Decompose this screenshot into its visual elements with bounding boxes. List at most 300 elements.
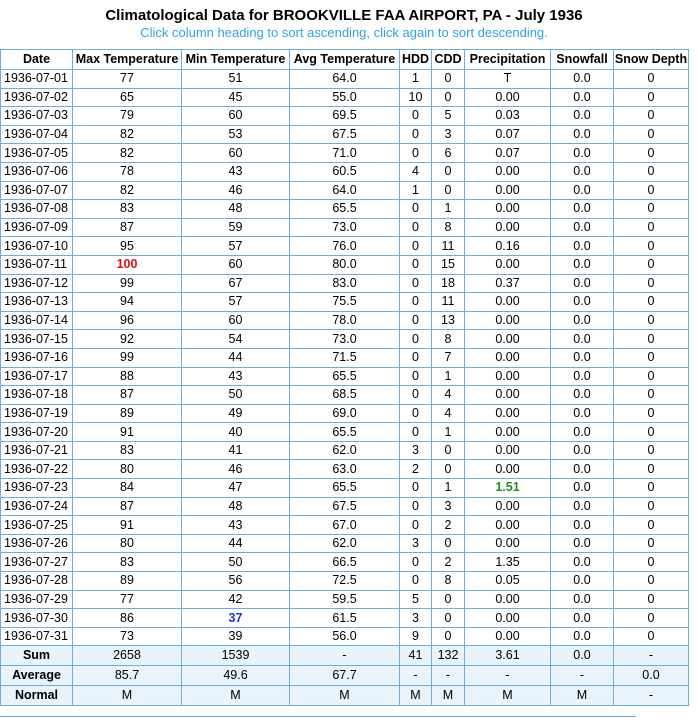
date-cell: 1936-07-01 xyxy=(1,70,73,89)
min-temp-cell: 48 xyxy=(182,497,290,516)
cdd-cell: 0 xyxy=(432,162,465,181)
min-temp-cell: 47 xyxy=(182,479,290,498)
avg-temp-cell: 69.0 xyxy=(290,404,400,423)
snow-depth-cell: 0 xyxy=(614,330,689,349)
precipitation-cell: 0.00 xyxy=(465,311,551,330)
hdd-cell: 4 xyxy=(400,162,432,181)
table-row xyxy=(1,107,689,126)
max-temp-cell: 88 xyxy=(73,367,182,386)
avg-temp-cell: 78.0 xyxy=(290,311,400,330)
avg-temp-cell: M xyxy=(290,686,400,706)
avg-temp-cell: - xyxy=(290,646,400,666)
date-cell: 1936-07-25 xyxy=(1,516,73,535)
table-row xyxy=(1,237,689,256)
cdd-cell: 0 xyxy=(432,627,465,646)
min-temp-cell: 49.6 xyxy=(182,666,290,686)
max-temp-cell: 82 xyxy=(73,144,182,163)
date-cell: 1936-07-07 xyxy=(1,181,73,200)
cdd-cell: 0 xyxy=(432,590,465,609)
column-header-precipitation[interactable]: Precipitation xyxy=(465,50,551,70)
hdd-cell: 41 xyxy=(400,646,432,666)
table-row xyxy=(1,479,689,498)
table-row xyxy=(1,367,689,386)
hdd-cell: 0 xyxy=(400,553,432,572)
avg-temp-cell: 65.5 xyxy=(290,367,400,386)
precipitation-cell: 0.16 xyxy=(465,237,551,256)
table-row xyxy=(1,534,689,553)
table-row xyxy=(1,311,689,330)
snowfall-cell: 0.0 xyxy=(551,404,614,423)
precipitation-cell: 0.00 xyxy=(465,441,551,460)
max-temp-cell: 80 xyxy=(73,534,182,553)
max-temp-cell: 91 xyxy=(73,423,182,442)
hdd-cell: 5 xyxy=(400,590,432,609)
column-header-hdd[interactable]: HDD xyxy=(400,50,432,70)
date-cell: 1936-07-23 xyxy=(1,479,73,498)
avg-temp-cell: 65.5 xyxy=(290,479,400,498)
min-temp-cell: 56 xyxy=(182,572,290,591)
column-header-snow-depth[interactable]: Snow Depth xyxy=(614,50,689,70)
max-temp-cell: 77 xyxy=(73,70,182,89)
snow-depth-cell: 0 xyxy=(614,386,689,405)
max-temp-cell: 82 xyxy=(73,181,182,200)
precipitation-cell: - xyxy=(465,666,551,686)
max-temp-cell: 80 xyxy=(73,460,182,479)
date-cell: 1936-07-26 xyxy=(1,534,73,553)
hdd-cell: 3 xyxy=(400,609,432,628)
date-cell: 1936-07-13 xyxy=(1,293,73,312)
table-row xyxy=(1,627,689,646)
table-row xyxy=(1,609,689,628)
table-row xyxy=(1,348,689,367)
precipitation-cell: 0.00 xyxy=(465,88,551,107)
avg-temp-cell: 59.5 xyxy=(290,590,400,609)
snowfall-cell: 0.0 xyxy=(551,311,614,330)
hdd-cell: 0 xyxy=(400,237,432,256)
precipitation-cell: T xyxy=(465,70,551,89)
cdd-cell: 6 xyxy=(432,144,465,163)
snow-depth-cell: 0 xyxy=(614,367,689,386)
max-temp-cell: 91 xyxy=(73,516,182,535)
max-temp-cell: 99 xyxy=(73,274,182,293)
max-temp-cell: 78 xyxy=(73,162,182,181)
cdd-cell: 0 xyxy=(432,609,465,628)
min-temp-cell: 43 xyxy=(182,367,290,386)
min-temp-cell: 57 xyxy=(182,237,290,256)
avg-temp-cell: 56.0 xyxy=(290,627,400,646)
snow-depth-cell: 0 xyxy=(614,311,689,330)
snowfall-cell: 0.0 xyxy=(551,237,614,256)
avg-temp-cell: 73.0 xyxy=(290,218,400,237)
max-temp-cell: 83 xyxy=(73,200,182,219)
snow-depth-cell: 0 xyxy=(614,293,689,312)
table-row xyxy=(1,460,689,479)
min-temp-cell: 60 xyxy=(182,144,290,163)
hdd-cell: 1 xyxy=(400,70,432,89)
hdd-cell: 9 xyxy=(400,627,432,646)
precipitation-cell: 1.51 xyxy=(465,479,551,498)
precipitation-cell: 0.00 xyxy=(465,293,551,312)
snow-depth-cell: 0 xyxy=(614,255,689,274)
snow-depth-cell: 0 xyxy=(614,181,689,200)
table-row xyxy=(1,88,689,107)
snow-depth-cell: 0 xyxy=(614,88,689,107)
snowfall-cell: 0.0 xyxy=(551,572,614,591)
cdd-cell: 1 xyxy=(432,200,465,219)
snowfall-cell: 0.0 xyxy=(551,609,614,628)
avg-temp-cell: 62.0 xyxy=(290,441,400,460)
snowfall-cell: 0.0 xyxy=(551,162,614,181)
cdd-cell: 0 xyxy=(432,181,465,200)
avg-temp-cell: 60.5 xyxy=(290,162,400,181)
sort-instructions: Click column heading to sort ascending, click again to sort descending. xyxy=(140,25,548,40)
date-cell: 1936-07-17 xyxy=(1,367,73,386)
avg-temp-cell: 67.5 xyxy=(290,497,400,516)
snow-depth-cell: 0 xyxy=(614,348,689,367)
cdd-cell: 2 xyxy=(432,553,465,572)
min-temp-cell: 50 xyxy=(182,386,290,405)
average-row xyxy=(1,666,689,686)
precipitation-cell: 0.00 xyxy=(465,367,551,386)
precipitation-cell: 0.00 xyxy=(465,590,551,609)
max-temp-cell: 79 xyxy=(73,107,182,126)
precipitation-cell: 0.07 xyxy=(465,125,551,144)
hdd-cell: 10 xyxy=(400,88,432,107)
snow-depth-cell: 0 xyxy=(614,590,689,609)
max-temp-cell: 89 xyxy=(73,572,182,591)
precipitation-cell: 0.00 xyxy=(465,497,551,516)
date-cell: 1936-07-14 xyxy=(1,311,73,330)
table-row xyxy=(1,274,689,293)
avg-temp-cell: 76.0 xyxy=(290,237,400,256)
snowfall-cell: 0.0 xyxy=(551,590,614,609)
min-temp-cell: 44 xyxy=(182,534,290,553)
avg-temp-cell: 72.5 xyxy=(290,572,400,591)
snowfall-cell: 0.0 xyxy=(551,553,614,572)
cdd-cell: 4 xyxy=(432,404,465,423)
min-temp-cell: 1539 xyxy=(182,646,290,666)
date-cell: 1936-07-31 xyxy=(1,627,73,646)
bottom-divider xyxy=(0,716,636,717)
cdd-cell: - xyxy=(432,666,465,686)
date-cell: 1936-07-10 xyxy=(1,237,73,256)
snowfall-cell: 0.0 xyxy=(551,125,614,144)
snowfall-cell: 0.0 xyxy=(551,497,614,516)
precipitation-cell: 0.00 xyxy=(465,516,551,535)
max-temp-cell: 87 xyxy=(73,386,182,405)
snow-depth-cell: 0 xyxy=(614,70,689,89)
max-temp-cell: 95 xyxy=(73,237,182,256)
min-temp-cell: 46 xyxy=(182,460,290,479)
date-cell: 1936-07-02 xyxy=(1,88,73,107)
snow-depth-cell: 0 xyxy=(614,423,689,442)
snowfall-cell: - xyxy=(551,666,614,686)
table-row xyxy=(1,144,689,163)
cdd-cell: 0 xyxy=(432,441,465,460)
snowfall-cell: 0.0 xyxy=(551,144,614,163)
avg-temp-cell: 68.5 xyxy=(290,386,400,405)
column-header-date[interactable]: Date xyxy=(1,50,73,70)
precipitation-cell: 1.35 xyxy=(465,553,551,572)
cdd-cell: 1 xyxy=(432,367,465,386)
avg-temp-cell: 55.0 xyxy=(290,88,400,107)
precipitation-cell: 0.37 xyxy=(465,274,551,293)
precipitation-cell: 0.00 xyxy=(465,218,551,237)
cdd-cell: 13 xyxy=(432,311,465,330)
hdd-cell: 0 xyxy=(400,348,432,367)
min-temp-cell: 49 xyxy=(182,404,290,423)
snowfall-cell: 0.0 xyxy=(551,70,614,89)
snow-depth-cell: - xyxy=(614,686,689,706)
summary-label: Average xyxy=(1,666,73,686)
summary-label: Sum xyxy=(1,646,73,666)
precipitation-cell: 0.00 xyxy=(465,609,551,628)
max-temp-cell: 84 xyxy=(73,479,182,498)
snow-depth-cell: 0 xyxy=(614,404,689,423)
max-temp-cell: 100 xyxy=(73,255,182,274)
table-row xyxy=(1,255,689,274)
column-header-max-temperature[interactable]: Max Temperature xyxy=(73,50,182,70)
precipitation-cell: 0.07 xyxy=(465,144,551,163)
precipitation-cell: 0.00 xyxy=(465,534,551,553)
cdd-cell: 4 xyxy=(432,386,465,405)
hdd-cell: 0 xyxy=(400,367,432,386)
column-header-avg-temperature[interactable]: Avg Temperature xyxy=(290,50,400,70)
precipitation-cell: 0.00 xyxy=(465,330,551,349)
snow-depth-cell: 0 xyxy=(614,274,689,293)
snow-depth-cell: 0 xyxy=(614,553,689,572)
precipitation-cell: 0.03 xyxy=(465,107,551,126)
min-temp-cell: 59 xyxy=(182,218,290,237)
precipitation-cell: 0.00 xyxy=(465,200,551,219)
date-cell: 1936-07-24 xyxy=(1,497,73,516)
climate-data-table xyxy=(0,49,689,706)
max-temp-cell: 82 xyxy=(73,125,182,144)
max-temp-cell: 86 xyxy=(73,609,182,628)
avg-temp-cell: 73.0 xyxy=(290,330,400,349)
hdd-cell: 3 xyxy=(400,441,432,460)
table-row xyxy=(1,386,689,405)
table-row xyxy=(1,572,689,591)
avg-temp-cell: 69.5 xyxy=(290,107,400,126)
snowfall-cell: 0.0 xyxy=(551,516,614,535)
snowfall-cell: 0.0 xyxy=(551,386,614,405)
min-temp-cell: 42 xyxy=(182,590,290,609)
min-temp-cell: 43 xyxy=(182,516,290,535)
avg-temp-cell: 67.0 xyxy=(290,516,400,535)
cdd-cell: 1 xyxy=(432,479,465,498)
snowfall-cell: 0.0 xyxy=(551,367,614,386)
snowfall-cell: 0.0 xyxy=(551,181,614,200)
snow-depth-cell: 0 xyxy=(614,572,689,591)
snowfall-cell: 0.0 xyxy=(551,646,614,666)
snowfall-cell: 0.0 xyxy=(551,423,614,442)
min-temp-cell: 44 xyxy=(182,348,290,367)
precipitation-cell: 0.00 xyxy=(465,627,551,646)
cdd-cell: 3 xyxy=(432,125,465,144)
min-temp-cell: 51 xyxy=(182,70,290,89)
table-row xyxy=(1,516,689,535)
snowfall-cell: 0.0 xyxy=(551,627,614,646)
cdd-cell: 11 xyxy=(432,237,465,256)
date-cell: 1936-07-08 xyxy=(1,200,73,219)
snow-depth-cell: 0 xyxy=(614,460,689,479)
avg-temp-cell: 67.5 xyxy=(290,125,400,144)
snowfall-cell: 0.0 xyxy=(551,348,614,367)
snowfall-cell: 0.0 xyxy=(551,255,614,274)
snowfall-cell: M xyxy=(551,686,614,706)
summary-label: Normal xyxy=(1,686,73,706)
cdd-cell: 5 xyxy=(432,107,465,126)
table-row xyxy=(1,441,689,460)
date-cell: 1936-07-30 xyxy=(1,609,73,628)
cdd-cell: 2 xyxy=(432,516,465,535)
table-body xyxy=(1,70,689,646)
cdd-cell: 1 xyxy=(432,423,465,442)
snow-depth-cell: 0 xyxy=(614,609,689,628)
min-temp-cell: 37 xyxy=(182,609,290,628)
snow-depth-cell: - xyxy=(614,646,689,666)
date-cell: 1936-07-11 xyxy=(1,255,73,274)
hdd-cell: 0 xyxy=(400,497,432,516)
min-temp-cell: 67 xyxy=(182,274,290,293)
max-temp-cell: 77 xyxy=(73,590,182,609)
table-summary xyxy=(1,646,689,706)
min-temp-cell: 43 xyxy=(182,162,290,181)
precipitation-cell: 0.00 xyxy=(465,386,551,405)
hdd-cell: 3 xyxy=(400,534,432,553)
column-header-min-temperature[interactable]: Min Temperature xyxy=(182,50,290,70)
cdd-cell: 18 xyxy=(432,274,465,293)
max-temp-cell: 92 xyxy=(73,330,182,349)
max-temp-cell: 83 xyxy=(73,441,182,460)
table-row xyxy=(1,162,689,181)
precipitation-cell: 0.00 xyxy=(465,255,551,274)
precipitation-cell: 0.00 xyxy=(465,423,551,442)
min-temp-cell: 60 xyxy=(182,255,290,274)
normal-row xyxy=(1,686,689,706)
hdd-cell: 0 xyxy=(400,330,432,349)
max-temp-cell: 83 xyxy=(73,553,182,572)
min-temp-cell: 40 xyxy=(182,423,290,442)
avg-temp-cell: 71.5 xyxy=(290,348,400,367)
column-header-snowfall[interactable]: Snowfall xyxy=(551,50,614,70)
date-cell: 1936-07-27 xyxy=(1,553,73,572)
max-temp-cell: 99 xyxy=(73,348,182,367)
table-row xyxy=(1,330,689,349)
snow-depth-cell: 0 xyxy=(614,107,689,126)
snow-depth-cell: 0 xyxy=(614,479,689,498)
cdd-cell: 8 xyxy=(432,330,465,349)
avg-temp-cell: 61.5 xyxy=(290,609,400,628)
snowfall-cell: 0.0 xyxy=(551,200,614,219)
date-cell: 1936-07-04 xyxy=(1,125,73,144)
snow-depth-cell: 0 xyxy=(614,441,689,460)
cdd-cell: 8 xyxy=(432,572,465,591)
hdd-cell: 0 xyxy=(400,144,432,163)
max-temp-cell: 73 xyxy=(73,627,182,646)
cdd-cell: 0 xyxy=(432,70,465,89)
cdd-cell: 7 xyxy=(432,348,465,367)
max-temp-cell: 87 xyxy=(73,218,182,237)
hdd-cell: 0 xyxy=(400,516,432,535)
snowfall-cell: 0.0 xyxy=(551,330,614,349)
hdd-cell: M xyxy=(400,686,432,706)
snow-depth-cell: 0 xyxy=(614,516,689,535)
snowfall-cell: 0.0 xyxy=(551,218,614,237)
snowfall-cell: 0.0 xyxy=(551,534,614,553)
min-temp-cell: 45 xyxy=(182,88,290,107)
hdd-cell: 2 xyxy=(400,460,432,479)
avg-temp-cell: 80.0 xyxy=(290,255,400,274)
hdd-cell: 0 xyxy=(400,218,432,237)
avg-temp-cell: 65.5 xyxy=(290,200,400,219)
max-temp-cell: 94 xyxy=(73,293,182,312)
max-temp-cell: 89 xyxy=(73,404,182,423)
avg-temp-cell: 65.5 xyxy=(290,423,400,442)
max-temp-cell: M xyxy=(73,686,182,706)
avg-temp-cell: 71.0 xyxy=(290,144,400,163)
date-cell: 1936-07-21 xyxy=(1,441,73,460)
max-temp-cell: 96 xyxy=(73,311,182,330)
date-cell: 1936-07-15 xyxy=(1,330,73,349)
sum-row xyxy=(1,646,689,666)
snow-depth-cell: 0 xyxy=(614,162,689,181)
avg-temp-cell: 64.0 xyxy=(290,70,400,89)
cdd-cell: 8 xyxy=(432,218,465,237)
hdd-cell: 0 xyxy=(400,479,432,498)
min-temp-cell: 54 xyxy=(182,330,290,349)
snow-depth-cell: 0 xyxy=(614,237,689,256)
hdd-cell: 0 xyxy=(400,274,432,293)
min-temp-cell: 41 xyxy=(182,441,290,460)
date-cell: 1936-07-22 xyxy=(1,460,73,479)
table-row xyxy=(1,590,689,609)
date-cell: 1936-07-03 xyxy=(1,107,73,126)
table-row xyxy=(1,423,689,442)
hdd-cell: 0 xyxy=(400,423,432,442)
cdd-cell: 132 xyxy=(432,646,465,666)
snow-depth-cell: 0 xyxy=(614,125,689,144)
precipitation-cell: 0.00 xyxy=(465,460,551,479)
table-row xyxy=(1,553,689,572)
table-row xyxy=(1,70,689,89)
min-temp-cell: 39 xyxy=(182,627,290,646)
snow-depth-cell: 0 xyxy=(614,144,689,163)
page-title: Climatological Data for BROOKVILLE FAA AIRPORT, PA - July 1936 xyxy=(105,7,583,24)
precipitation-cell: M xyxy=(465,686,551,706)
hdd-cell: 0 xyxy=(400,293,432,312)
cdd-cell: 15 xyxy=(432,255,465,274)
date-cell: 1936-07-09 xyxy=(1,218,73,237)
snowfall-cell: 0.0 xyxy=(551,88,614,107)
table-row xyxy=(1,125,689,144)
snow-depth-cell: 0.0 xyxy=(614,666,689,686)
precipitation-cell: 0.00 xyxy=(465,404,551,423)
snowfall-cell: 0.0 xyxy=(551,274,614,293)
max-temp-cell: 65 xyxy=(73,88,182,107)
precipitation-cell: 0.00 xyxy=(465,162,551,181)
avg-temp-cell: 62.0 xyxy=(290,534,400,553)
hdd-cell: 0 xyxy=(400,255,432,274)
snowfall-cell: 0.0 xyxy=(551,107,614,126)
date-cell: 1936-07-28 xyxy=(1,572,73,591)
snowfall-cell: 0.0 xyxy=(551,441,614,460)
column-header-cdd[interactable]: CDD xyxy=(432,50,465,70)
avg-temp-cell: 67.7 xyxy=(290,666,400,686)
hdd-cell: 0 xyxy=(400,386,432,405)
snowfall-cell: 0.0 xyxy=(551,479,614,498)
